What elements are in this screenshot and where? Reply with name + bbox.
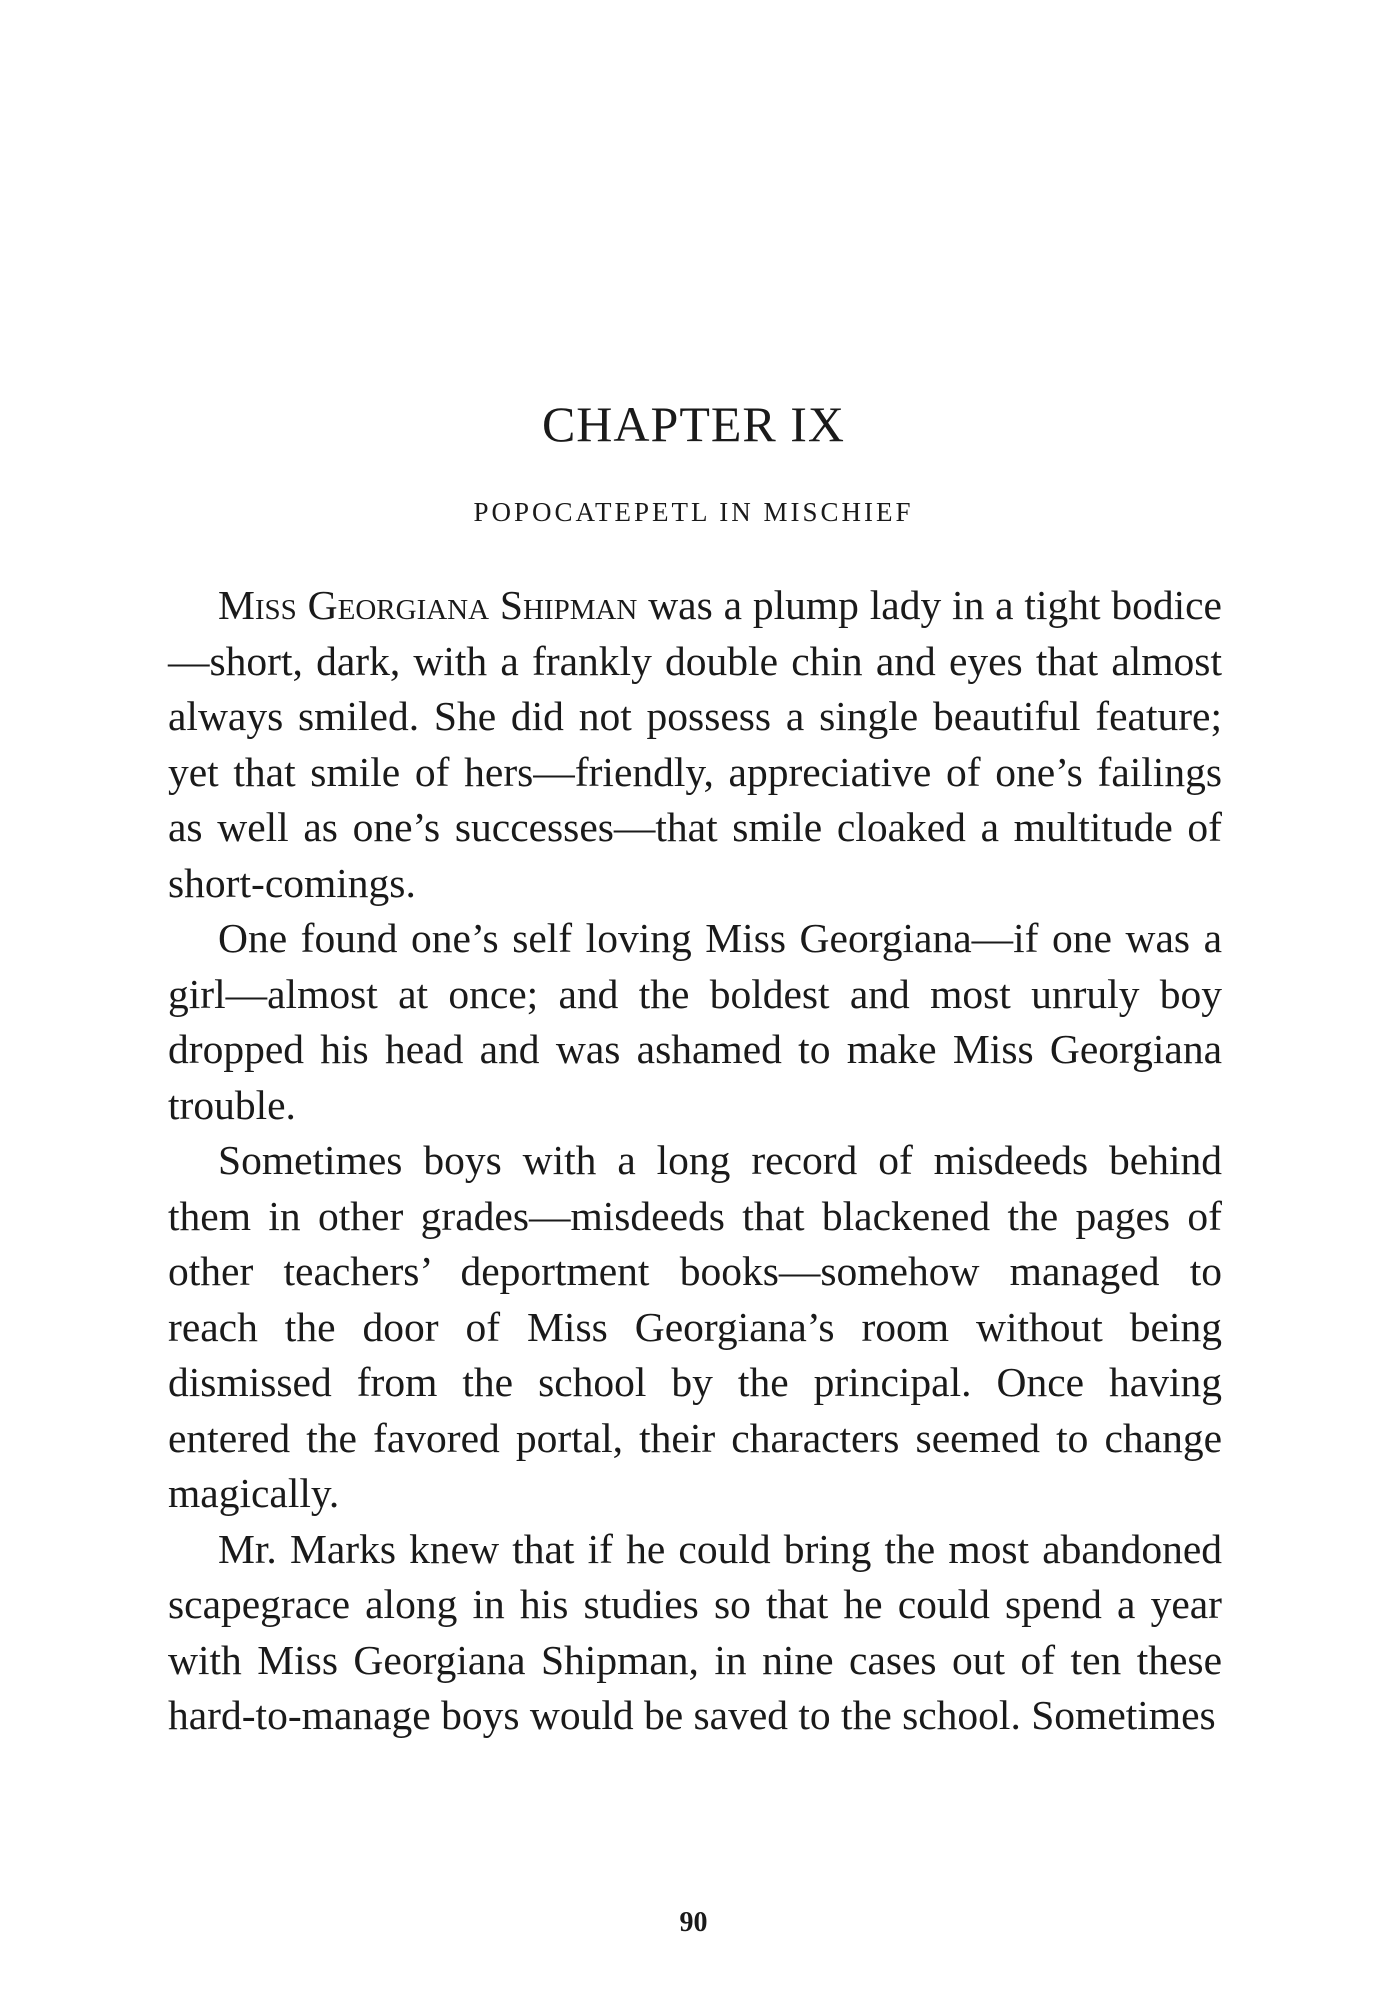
paragraph: Sometimes boys with a long record of misdeeds behind them in other grades—misdeeds that blackened the pages of other teachers’ deportment books—somehow managed to reach the door of Miss Georgiana’s room without being dismissed from the school by the principal. Once having entered the favored portal, their characters seemed to change magically. [168,1137,1222,1516]
paragraph: One found one’s self loving Miss Georgiana—if one was a girl—almost at once; and the boldest and most unruly boy dropped his head and was ashamed to make Miss Georgiana trouble. [168,915,1222,1128]
chapter-subtitle: POPOCATEPETL IN MISCHIEF [473,497,914,527]
paragraph [168,578,1222,911]
chapter-title: CHAPTER IX [541,396,846,452]
paragraph: Mr. Marks knew that if he could bring the most abandoned scapegrace along in his studies so that he could spend a year with Miss Georgiana Shipman, in nine cases out of ten these hard-to-manage boys would be saved to the school. Sometimes [168,1525,1222,1738]
paragraph-text: was a plump lady in a tight bodice—short, dark, with a frankly double chin and eyes that almost always smiled. She did not possess a single beautiful feature; yet that smile of hers—friendly, appreciative of one’s failings as well as one’s successes—that smile cloaked a multitude of short-comings. [168,582,1222,906]
paragraph-lead: Miss Georgiana Shipman [218,582,638,628]
page-number: 90 [679,1907,708,1938]
chapter-body [168,578,1222,1744]
